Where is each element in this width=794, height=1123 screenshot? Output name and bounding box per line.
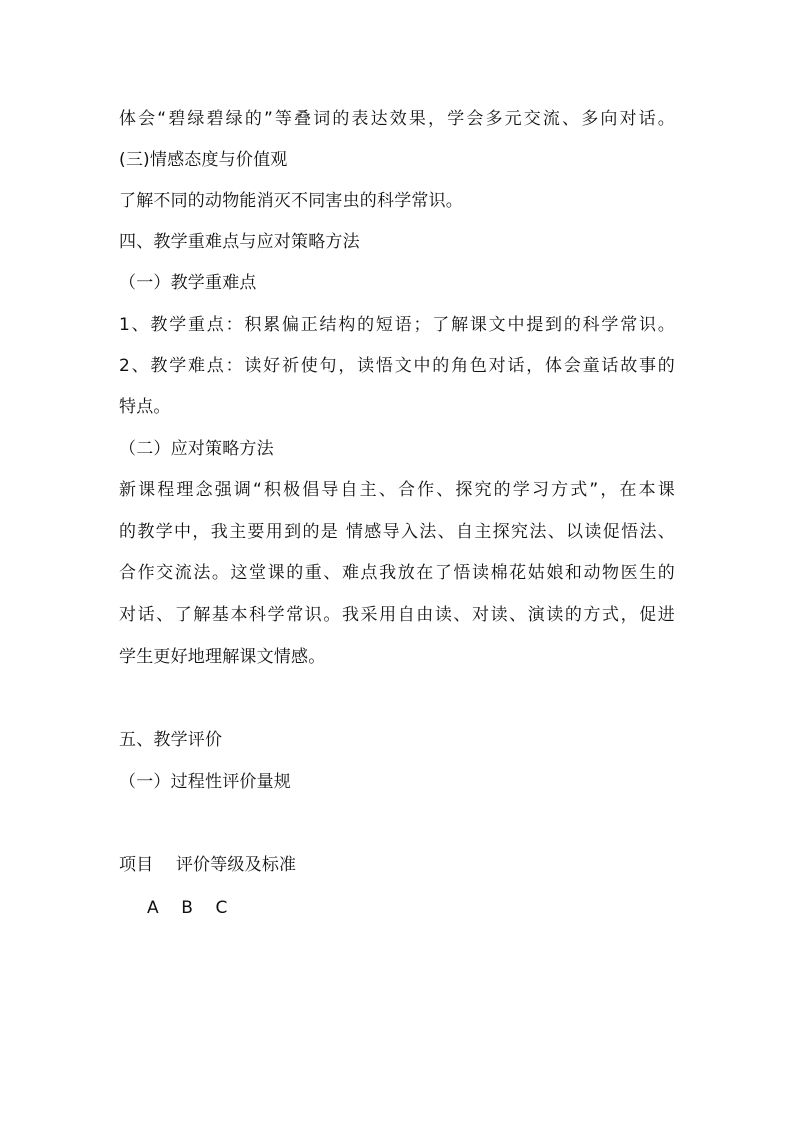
paragraph-line: 学生更好地理解课文情感。 xyxy=(119,647,326,667)
subsection-heading: （一）教学重难点 xyxy=(119,273,257,293)
paragraph-line: 了解不同的动物能消灭不同害虫的科学常识。 xyxy=(119,191,463,211)
paragraph-line: 合作交流法。这堂课的重、难点我放在了悟读棉花姑娘和动物医生的 xyxy=(119,563,675,583)
table-header-row: 项目 评价等级及标准 xyxy=(119,855,297,875)
paragraph-line: 体会“碧绿碧绿的”等叠词的表达效果，学会多元交流、多向对话。 xyxy=(119,109,675,129)
paragraph-line: 1、教学重点：积累偏正结构的短语；了解课文中提到的科学常识。 xyxy=(119,315,675,335)
section-heading: (三)情感态度与价值观 xyxy=(119,150,288,170)
section-heading: 四、教学重难点与应对策略方法 xyxy=(119,232,360,252)
subsection-heading: （一）过程性评价量规 xyxy=(119,772,291,792)
paragraph-line: 2、教学难点：读好祈使句，读悟文中的角色对话，体会童话故事的 xyxy=(119,356,675,376)
paragraph-line: 新课程理念强调“积极倡导自主、合作、探究的学习方式”，在本课 xyxy=(119,480,675,500)
grade-levels-row: A B C xyxy=(147,898,228,918)
paragraph-line: 对话、了解基本科学常识。我采用自由读、对读、演读的方式，促进 xyxy=(119,605,675,625)
section-heading: 五、教学评价 xyxy=(119,730,223,750)
paragraph-line: 的教学中，我主要用到的是 情感导入法、自主探究法、以读促悟法、 xyxy=(119,522,675,542)
subsection-heading: （二）应对策略方法 xyxy=(119,439,274,459)
paragraph-line: 特点。 xyxy=(119,397,171,417)
